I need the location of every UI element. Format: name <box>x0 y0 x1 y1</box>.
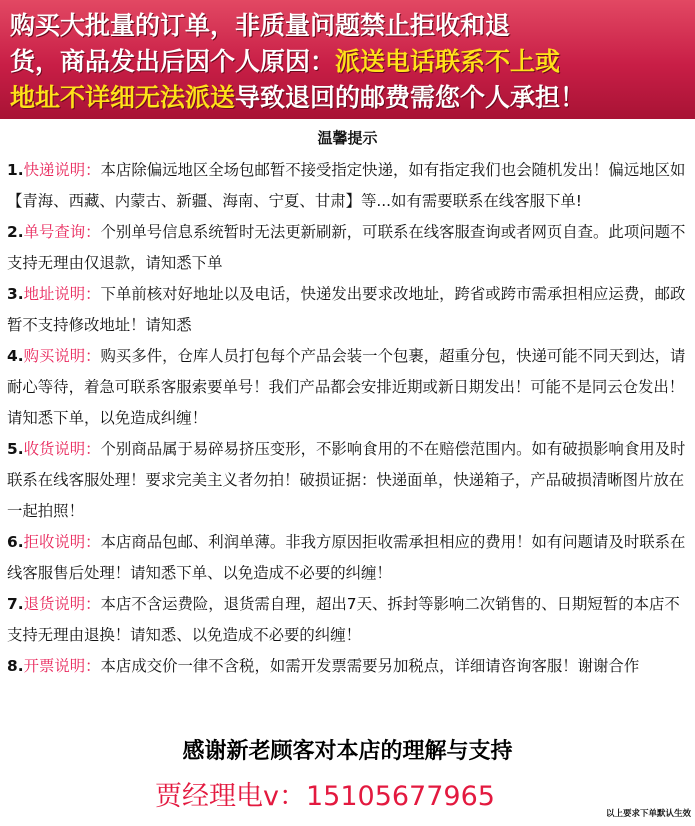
notice-list <box>7 155 689 682</box>
banner-line <box>10 44 689 80</box>
item-label: 地址说明： <box>23 285 101 303</box>
item-label: 单号查询： <box>23 223 101 241</box>
item-number: 1. <box>7 161 24 179</box>
item-text: 个别商品属于易碎易挤压变形，不影响食用的不在赔偿范围内。如有破损影响食用及时联系在线客服处理！要求完美主义者勿拍！破损证据：快递面单，快递箱子，产品破损清晰图片放在一起拍照！ <box>7 440 686 520</box>
notice-item-invoice <box>7 651 689 682</box>
warning-banner <box>0 0 695 119</box>
banner-line <box>10 8 689 44</box>
banner-text: 购买大批量的订单，非质量问题禁止拒收和退 <box>10 11 511 40</box>
notice-item-rejection <box>7 527 689 589</box>
item-number: 3. <box>7 285 24 303</box>
item-number: 2. <box>7 223 24 241</box>
banner-text: 导致退回的邮费需您个人承担！ <box>235 83 586 112</box>
notice-item-receipt <box>7 434 689 527</box>
item-number: 6. <box>7 533 24 551</box>
notice-item-tracking <box>7 217 689 279</box>
item-label: 购买说明： <box>23 347 101 365</box>
default-effect-note: 以上要求下单默认生效 <box>605 809 691 819</box>
notice-item-shipping <box>7 155 689 217</box>
thanks-message: 感谢新老顾客对本店的理解与支持 <box>182 739 513 764</box>
item-label: 退货说明： <box>23 595 101 613</box>
item-text: 本店商品包邮、利润单薄。非我方原因拒收需承担相应的费用！如有问题请及时联系在线客服售后处理！请知悉下单、以免造成不必要的纠缠！ <box>7 533 686 582</box>
item-text: 下单前核对好地址以及电话，快递发出要求改地址，跨省或跨市需承担相应运费，邮政暂不支持修改地址！请知悉 <box>7 285 686 334</box>
notice-item-purchase <box>7 341 689 434</box>
banner-text: 货，商品发出后因个人原因： <box>10 47 336 76</box>
notice-item-returns <box>7 589 689 651</box>
item-label: 拒收说明： <box>23 533 101 551</box>
item-text: 本店除偏远地区全场包邮暂不接受指定快递，如有指定我们也会随机发出！偏远地区如【青海、西藏、内蒙古、新疆、海南、宁夏、甘肃】等...如有需要联系在线客服下单! <box>7 161 686 210</box>
item-number: 7. <box>7 595 24 613</box>
item-text: 本店不含运费险，退货需自理，超出7天、拆封等影响二次销售的、日期短暂的本店不支持无理由退换！请知悉、以免造成不必要的纠缠！ <box>7 595 680 644</box>
notice-item-address <box>7 279 689 341</box>
banner-highlight: 地址不详细无法派送 <box>10 83 236 112</box>
banner-highlight: 派送电话联系不上或 <box>335 47 561 76</box>
item-text: 个别单号信息系统暂时无法更新刷新，可联系在线客服查询或者网页自查。此项问题不支持无理由仅退款，请知悉下单 <box>7 223 686 272</box>
contact-info: 贾经理电v：15105677965 <box>155 781 495 812</box>
item-label: 收货说明： <box>23 440 101 458</box>
item-text: 本店成交价一律不含税，如需开发票需要另加税点，详细请咨询客服！谢谢合作 <box>100 657 640 675</box>
item-label: 快递说明： <box>23 161 101 179</box>
item-label: 开票说明： <box>23 657 101 675</box>
item-number: 8. <box>7 657 24 675</box>
item-number: 4. <box>7 347 24 365</box>
notice-title: 温馨提示 <box>317 129 378 147</box>
item-number: 5. <box>7 440 24 458</box>
banner-line <box>10 80 689 116</box>
item-text: 购买多件，仓库人员打包每个产品会装一个包裹，超重分包，快递可能不同天到达，请耐心等待，着急可联系客服索要单号！我们产品都会安排近期或新日期发出！可能不是同云仓发出！请知悉下单，以免造成纠缠！ <box>7 347 686 427</box>
